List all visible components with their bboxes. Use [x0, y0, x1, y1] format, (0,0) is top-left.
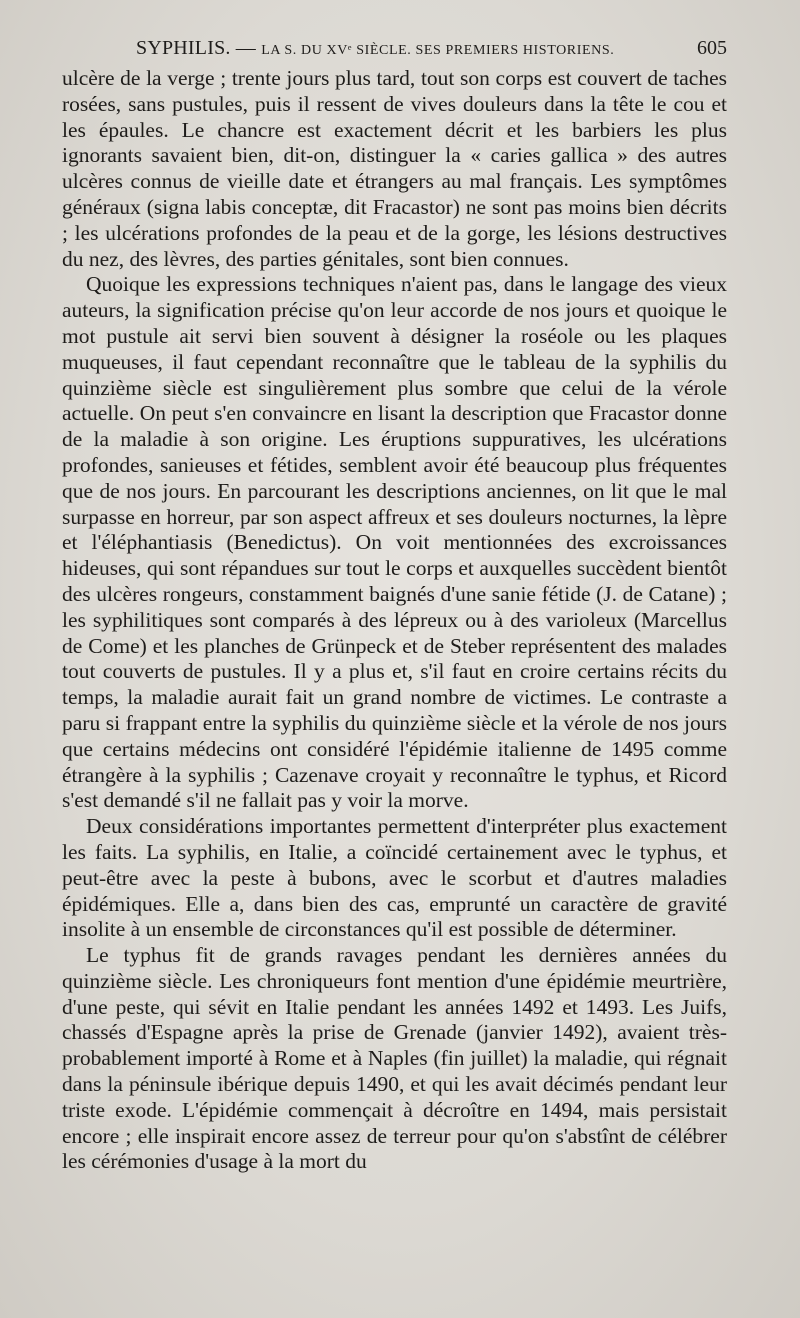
paragraph-continuation: ulcère de la verge ; trente jours plus tard, tout son corps est couvert de taches rosées, sans pustules, puis il ressent de vives douleurs dans la tête le cou et les épaules. Le chancre est exactement décrit et les barbiers les plus ignorants savaient bien, dit-on, distinguer la « caries gallica » des autres ulcères connus de vieille date et étrangers au mal français. Les symptômes généraux (signa labis conceptæ, dit Fracastor) ne sont pas moins bien décrits ; les ulcérations profondes de la peau et de la gorge, les lésions destructives du nez, des lèvres, des parties génitales, sont bien connues. — [62, 66, 727, 271]
paragraph: Quoique les expressions techniques n'aient pas, dans le langage des vieux auteurs, la signification précise qu'on leur accorde de nos jours et quoique le mot pustule ait servi bien souvent à désigner la roséole ou les plaques muqueuses, il faut cependant reconnaître que le tableau de la syphilis du quinzième siècle est singulièrement plus sombre que celui de la vérole actuelle. On peut s'en convaincre en lisant la description que Fracastor donne de la maladie à son origine. Les éruptions suppuratives, les ulcérations profondes, sanieuses et fétides, semblent avoir été beaucoup plus fréquentes que de nos jours. En parcourant les descriptions anciennes, on lit que le mal surpasse en horreur, par son aspect affreux et ses douleurs nocturnes, la lèpre et l'éléphantiasis (Benedictus). On voit mentionnées des excroissances hideuses, qui sont répandues sur tout le corps et auxquelles succèdent bientôt des ulcères rongeurs, constamment baignés d'une sanie fétide (J. de Catane) ; les syphilitiques sont comparés à des lépreux ou à des varioleux (Marcellus de Come) et les planches de Grünpeck et de Steber représentent des malades tout couverts de pustules. Il y a plus et, s'il faut en croire certains récits du temps, la maladie aurait fait un grand nombre de victimes. Le contraste a paru si frappant entre la syphilis du quinzième siècle et la vérole de nos jours que certains médecins ont considéré l'épidémie italienne de 1495 comme étrangère à la syphilis ; Cazenave croyait y reconnaître le typhus, et Ricord s'est demandé s'il ne fallait pas y voir la morve. — [62, 272, 727, 813]
running-head-subtitle: LA S. DU XVᵉ SIÈCLE. SES PREMIERS HISTORIENS. — [261, 43, 615, 58]
running-head-title — [136, 36, 614, 63]
body-text — [62, 66, 727, 1175]
page-number: 605 — [697, 37, 727, 59]
running-head — [62, 36, 727, 60]
paragraph: Deux considérations importantes permettent d'interpréter plus exactement les faits. La syphilis, en Italie, a coïncidé certainement avec le typhus, et peut-être avec la peste à bubons, avec le scorbut et d'autres maladies épidémiques. Elle a, dans bien des cas, emprunté un caractère de gravité insolite à un ensemble de circonstances qu'il est possible de déterminer. — [62, 814, 727, 942]
running-head-main: SYPHILIS. — — [136, 37, 262, 59]
paragraph: Le typhus fit de grands ravages pendant les dernières années du quinzième siècle. Les chroniqueurs font mention d'une épidémie meurtrière, d'une peste, qui sévit en Italie pendant les années 1492 et 1493. Les Juifs, chassés d'Espagne après la prise de Grenade (janvier 1492), avaient très-probablement importé à Rome et à Naples (fin juillet) la maladie, qui régnait dans la péninsule ibérique depuis 1490, et qui les avait décimés pendant leur triste exode. L'épidémie commençait à décroître en 1494, mais persistait encore ; elle inspirait encore assez de terreur pour qu'on s'abstînt de célébrer les cérémonies d'usage à la mort du — [62, 943, 727, 1174]
